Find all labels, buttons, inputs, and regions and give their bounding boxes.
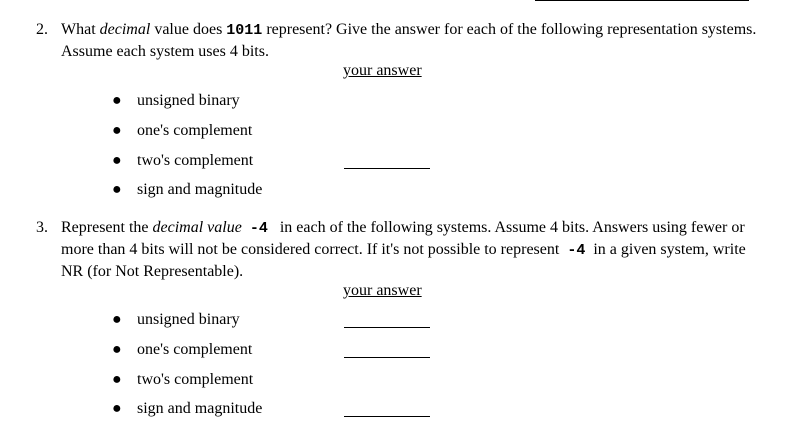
bullet-icon: ● xyxy=(112,181,122,198)
q3-item-ones-complement: ● one's complement xyxy=(112,341,253,358)
q3-answer-blank-sign-magnitude[interactable] xyxy=(344,416,430,417)
q2-item-sign-magnitude: ● sign and magnitude xyxy=(112,181,263,198)
bullet-icon: ● xyxy=(112,371,122,388)
question-3-text: Represent the decimal value -4 in each of the following systems. Assume 4 bits. Answers using fewer or more than 4 bits will not be considered correct. If it's not possible to represent -4 in a given system, write NR (for Not Representable). xyxy=(61,219,746,280)
bullet-icon: ● xyxy=(112,122,122,139)
question-2-number: 2. xyxy=(36,21,48,38)
q3-item-unsigned-binary: ● unsigned binary xyxy=(112,311,240,328)
question-2-answer-header: your answer xyxy=(343,62,422,79)
question-2-text: What decimal value does 1011 represent? Give the answer for each of the following representation systems. Assume each system uses 4 bits. xyxy=(61,21,757,60)
q2-answer-blank-twos-complement[interactable] xyxy=(344,168,430,169)
question-3-number: 3. xyxy=(36,219,48,236)
q3-item-twos-complement: ● two's complement xyxy=(112,371,254,388)
q2-item-unsigned-binary: ● unsigned binary xyxy=(112,92,240,109)
bullet-icon: ● xyxy=(112,400,122,417)
bullet-icon: ● xyxy=(112,341,122,358)
bullet-icon: ● xyxy=(112,152,122,169)
top-rule xyxy=(535,0,749,1)
q3-answer-blank-unsigned-binary[interactable] xyxy=(344,327,430,328)
q2-item-ones-complement: ● one's complement xyxy=(112,122,253,139)
bullet-icon: ● xyxy=(112,92,122,109)
q2-item-twos-complement: ● two's complement xyxy=(112,152,254,169)
question-3-answer-header: your answer xyxy=(343,282,422,299)
q3-item-sign-magnitude: ● sign and magnitude xyxy=(112,400,263,417)
bullet-icon: ● xyxy=(112,311,122,328)
q3-answer-blank-ones-complement[interactable] xyxy=(344,357,430,358)
